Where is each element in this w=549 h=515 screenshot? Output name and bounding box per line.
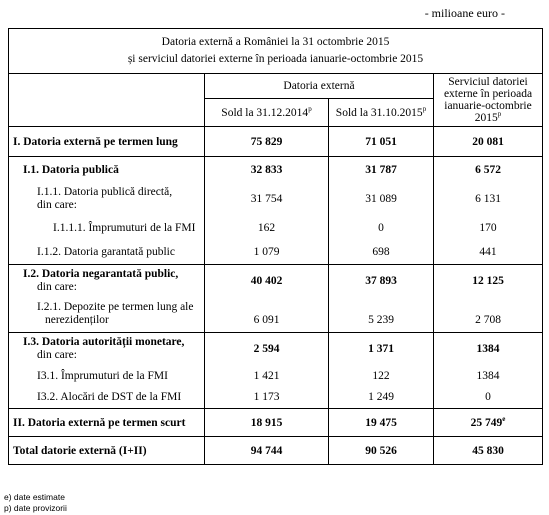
- external-debt-table: [8, 28, 543, 465]
- table-title: [9, 29, 543, 74]
- table-row: I.1.1.1. Împrumuturi de la FMI 162 0 170: [9, 215, 543, 241]
- footnotes: [4, 492, 67, 514]
- table-row: I.2. Datoria negarantată public, din care: 40 402 37 893 12 125: [9, 265, 543, 297]
- footnote-estimated: e) date estimate: [4, 492, 65, 502]
- table-row: I. Datoria externă pe termen lung 75 829 71 051 20 081: [9, 127, 543, 157]
- table-row: I.2.1. Depozite pe termen lung ale nerezidenților 6 091 5 239 2 708: [9, 297, 543, 333]
- table-row: I.1.1. Datoria publică directă, din care: 31 754 31 089 6 131: [9, 183, 543, 215]
- title-line-1: Datoria externă a României la 31 octombrie 2015: [161, 36, 390, 48]
- footnote-provisional: p) date provizorii: [4, 503, 67, 513]
- header-service: Serviciul datoriei externe în perioada ianuarie-octombrie 2015$^p$: [434, 74, 543, 127]
- header-group: Datoria externă: [205, 74, 434, 99]
- header-col1: Sold la 31.12.2014$^p$: [205, 99, 329, 127]
- table-row: II. Datoria externă pe termen scurt 18 915 19 475 25 749e: [9, 409, 543, 437]
- table-row: I.1.2. Datoria garantată public 1 079 698 441: [9, 241, 543, 265]
- table-row: I3.2. Alocări de DST de la FMI 1 173 1 249 0: [9, 387, 543, 409]
- table-row: I.1. Datoria publică 32 833 31 787 6 572: [9, 157, 543, 183]
- table-row: I.3. Datoria autorității monetare, din care: 2 594 1 371 1384: [9, 333, 543, 365]
- table-row-total: Total datorie externă (I+II) 94 744 90 526 45 830: [9, 437, 543, 465]
- table-row: I3.1. Împrumuturi de la FMI 1 421 122 1384: [9, 365, 543, 387]
- unit-note: - milioane euro -: [424, 6, 505, 20]
- header-col2: Sold la 31.10.2015$^p$: [329, 99, 434, 127]
- title-line-2: și serviciul datoriei externe în perioada ianuarie-octombrie 2015: [127, 53, 424, 65]
- header-row-1: [9, 74, 543, 99]
- table-title-row: [9, 29, 543, 74]
